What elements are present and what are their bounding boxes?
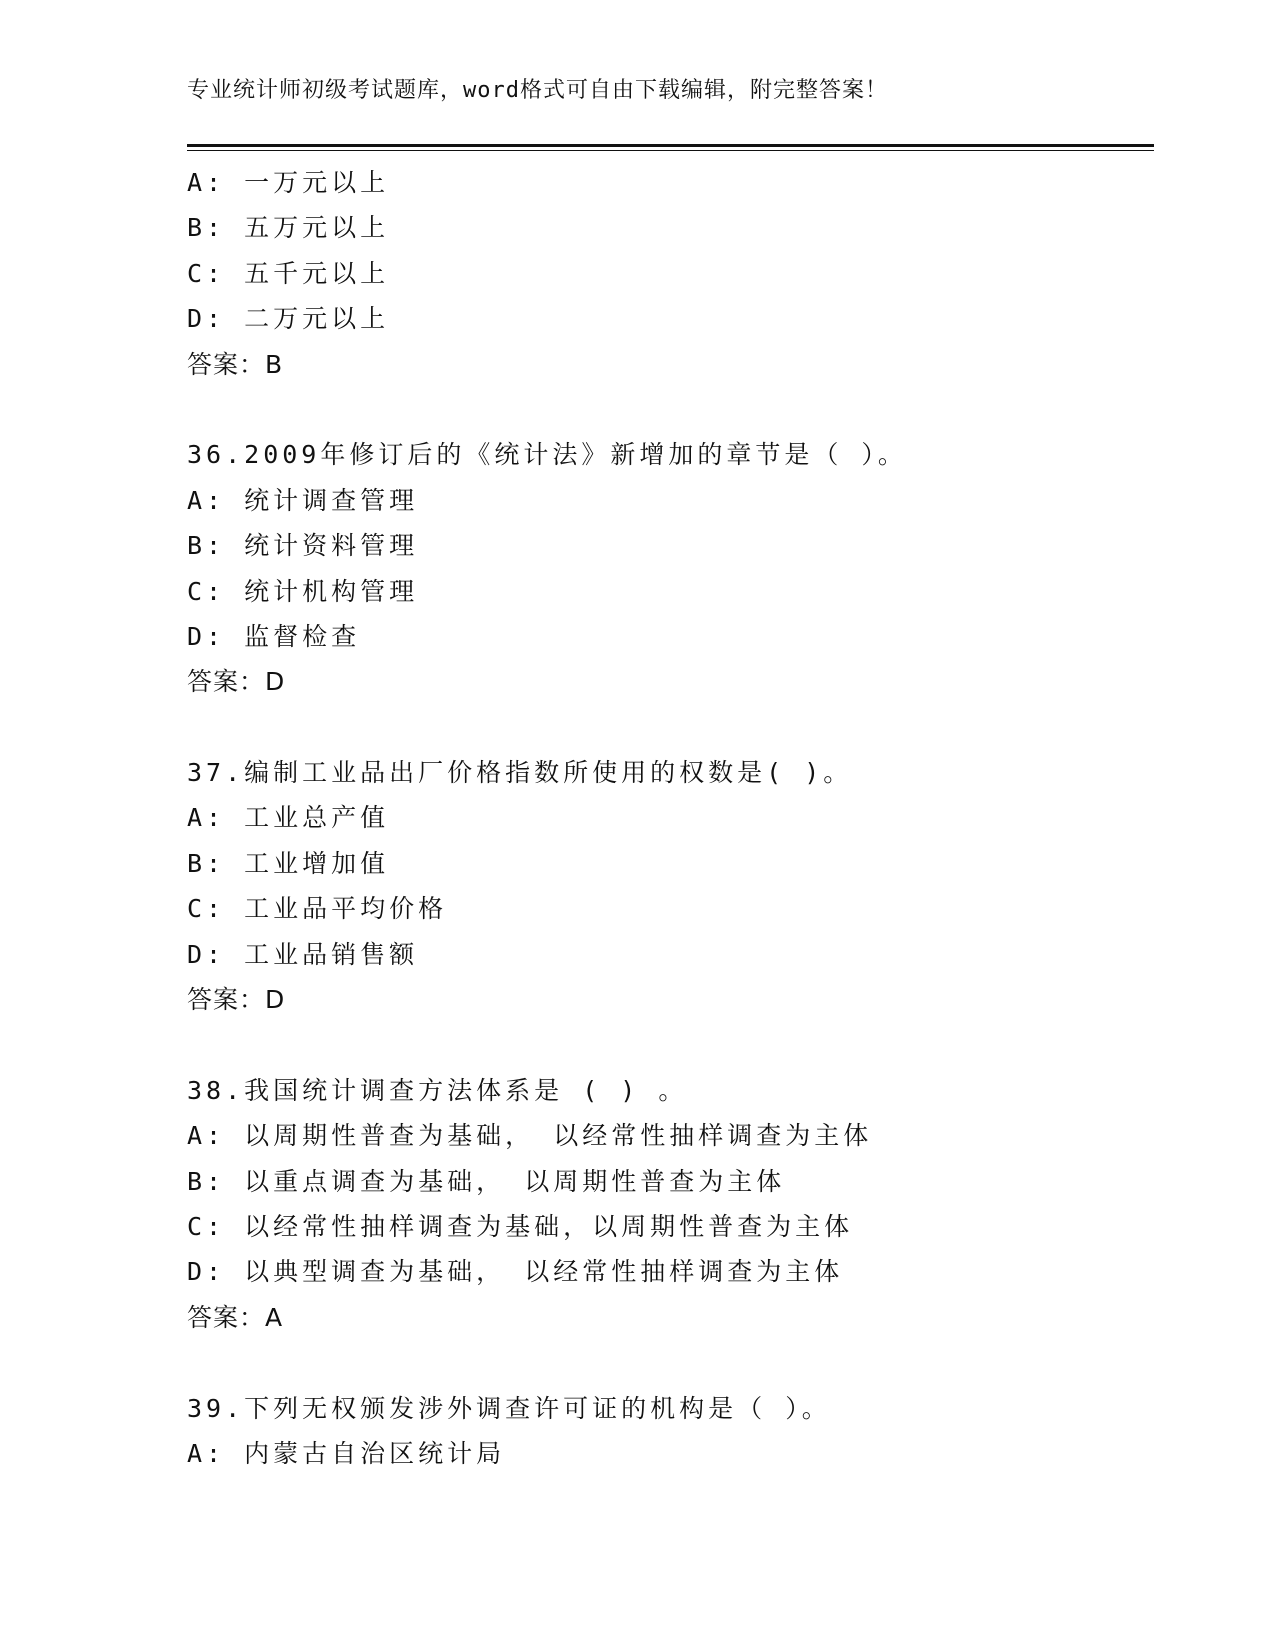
q35-option-c: C: 五千元以上 — [187, 258, 390, 288]
q38-option-d: D: 以典型调查为基础， 以经常性抽样调查为主体 — [187, 1257, 844, 1287]
spacer — [187, 705, 1147, 750]
q35-option-d: D: 二万元以上 — [187, 304, 390, 334]
q38-stem: 38.我国统计调查方法体系是 ( ) 。 — [187, 1075, 688, 1105]
q35-answer: 答案：B — [187, 349, 284, 379]
q37-option-d: D: 工业品销售额 — [187, 939, 419, 969]
header-note: 专业统计师初级考试题库，word格式可自由下载编辑，附完整答案！ — [187, 78, 888, 103]
q38-option-c: C: 以经常性抽样调查为基础，以周期性普查为主体 — [187, 1211, 854, 1241]
spacer — [187, 1340, 1147, 1385]
q36-stem: 36.2009年修订后的《统计法》新增加的章节是（ ）。 — [187, 440, 907, 470]
q36-option-a: A: 统计调查管理 — [187, 485, 419, 515]
q39-option-a: A: 内蒙古自治区统计局 — [187, 1438, 506, 1468]
q35-option-b: B: 五万元以上 — [187, 213, 390, 243]
q35-option-a: A: 一万元以上 — [187, 168, 390, 197]
q36-answer: 答案：D — [187, 667, 286, 697]
q37-option-b: B: 工业增加值 — [187, 848, 390, 878]
header-rule-thin — [187, 150, 1154, 151]
q38-option-b: B: 以重点调查为基础， 以周期性普查为主体 — [187, 1166, 786, 1196]
q37-stem: 37.编制工业品出厂价格指数所使用的权数是( )。 — [187, 758, 853, 788]
q36-option-d: D: 监督检查 — [187, 621, 361, 651]
q36-option-b: B: 统计资料管理 — [187, 531, 419, 561]
q36-option-c: C: 统计机构管理 — [187, 576, 419, 606]
q37-answer: 答案：D — [187, 985, 286, 1015]
q38-answer: 答案：A — [187, 1302, 284, 1332]
question-list — [187, 160, 1147, 1476]
spacer — [187, 1022, 1147, 1067]
header-rule-thick — [187, 144, 1154, 147]
spacer — [187, 387, 1147, 432]
q39-stem: 39.下列无权颁发涉外调查许可证的机构是（ ）。 — [187, 1393, 831, 1423]
q37-option-a: A: 工业总产值 — [187, 803, 390, 833]
q37-option-c: C: 工业品平均价格 — [187, 894, 448, 924]
q38-option-a: A: 以周期性普查为基础， 以经常性抽样调查为主体 — [187, 1121, 873, 1151]
